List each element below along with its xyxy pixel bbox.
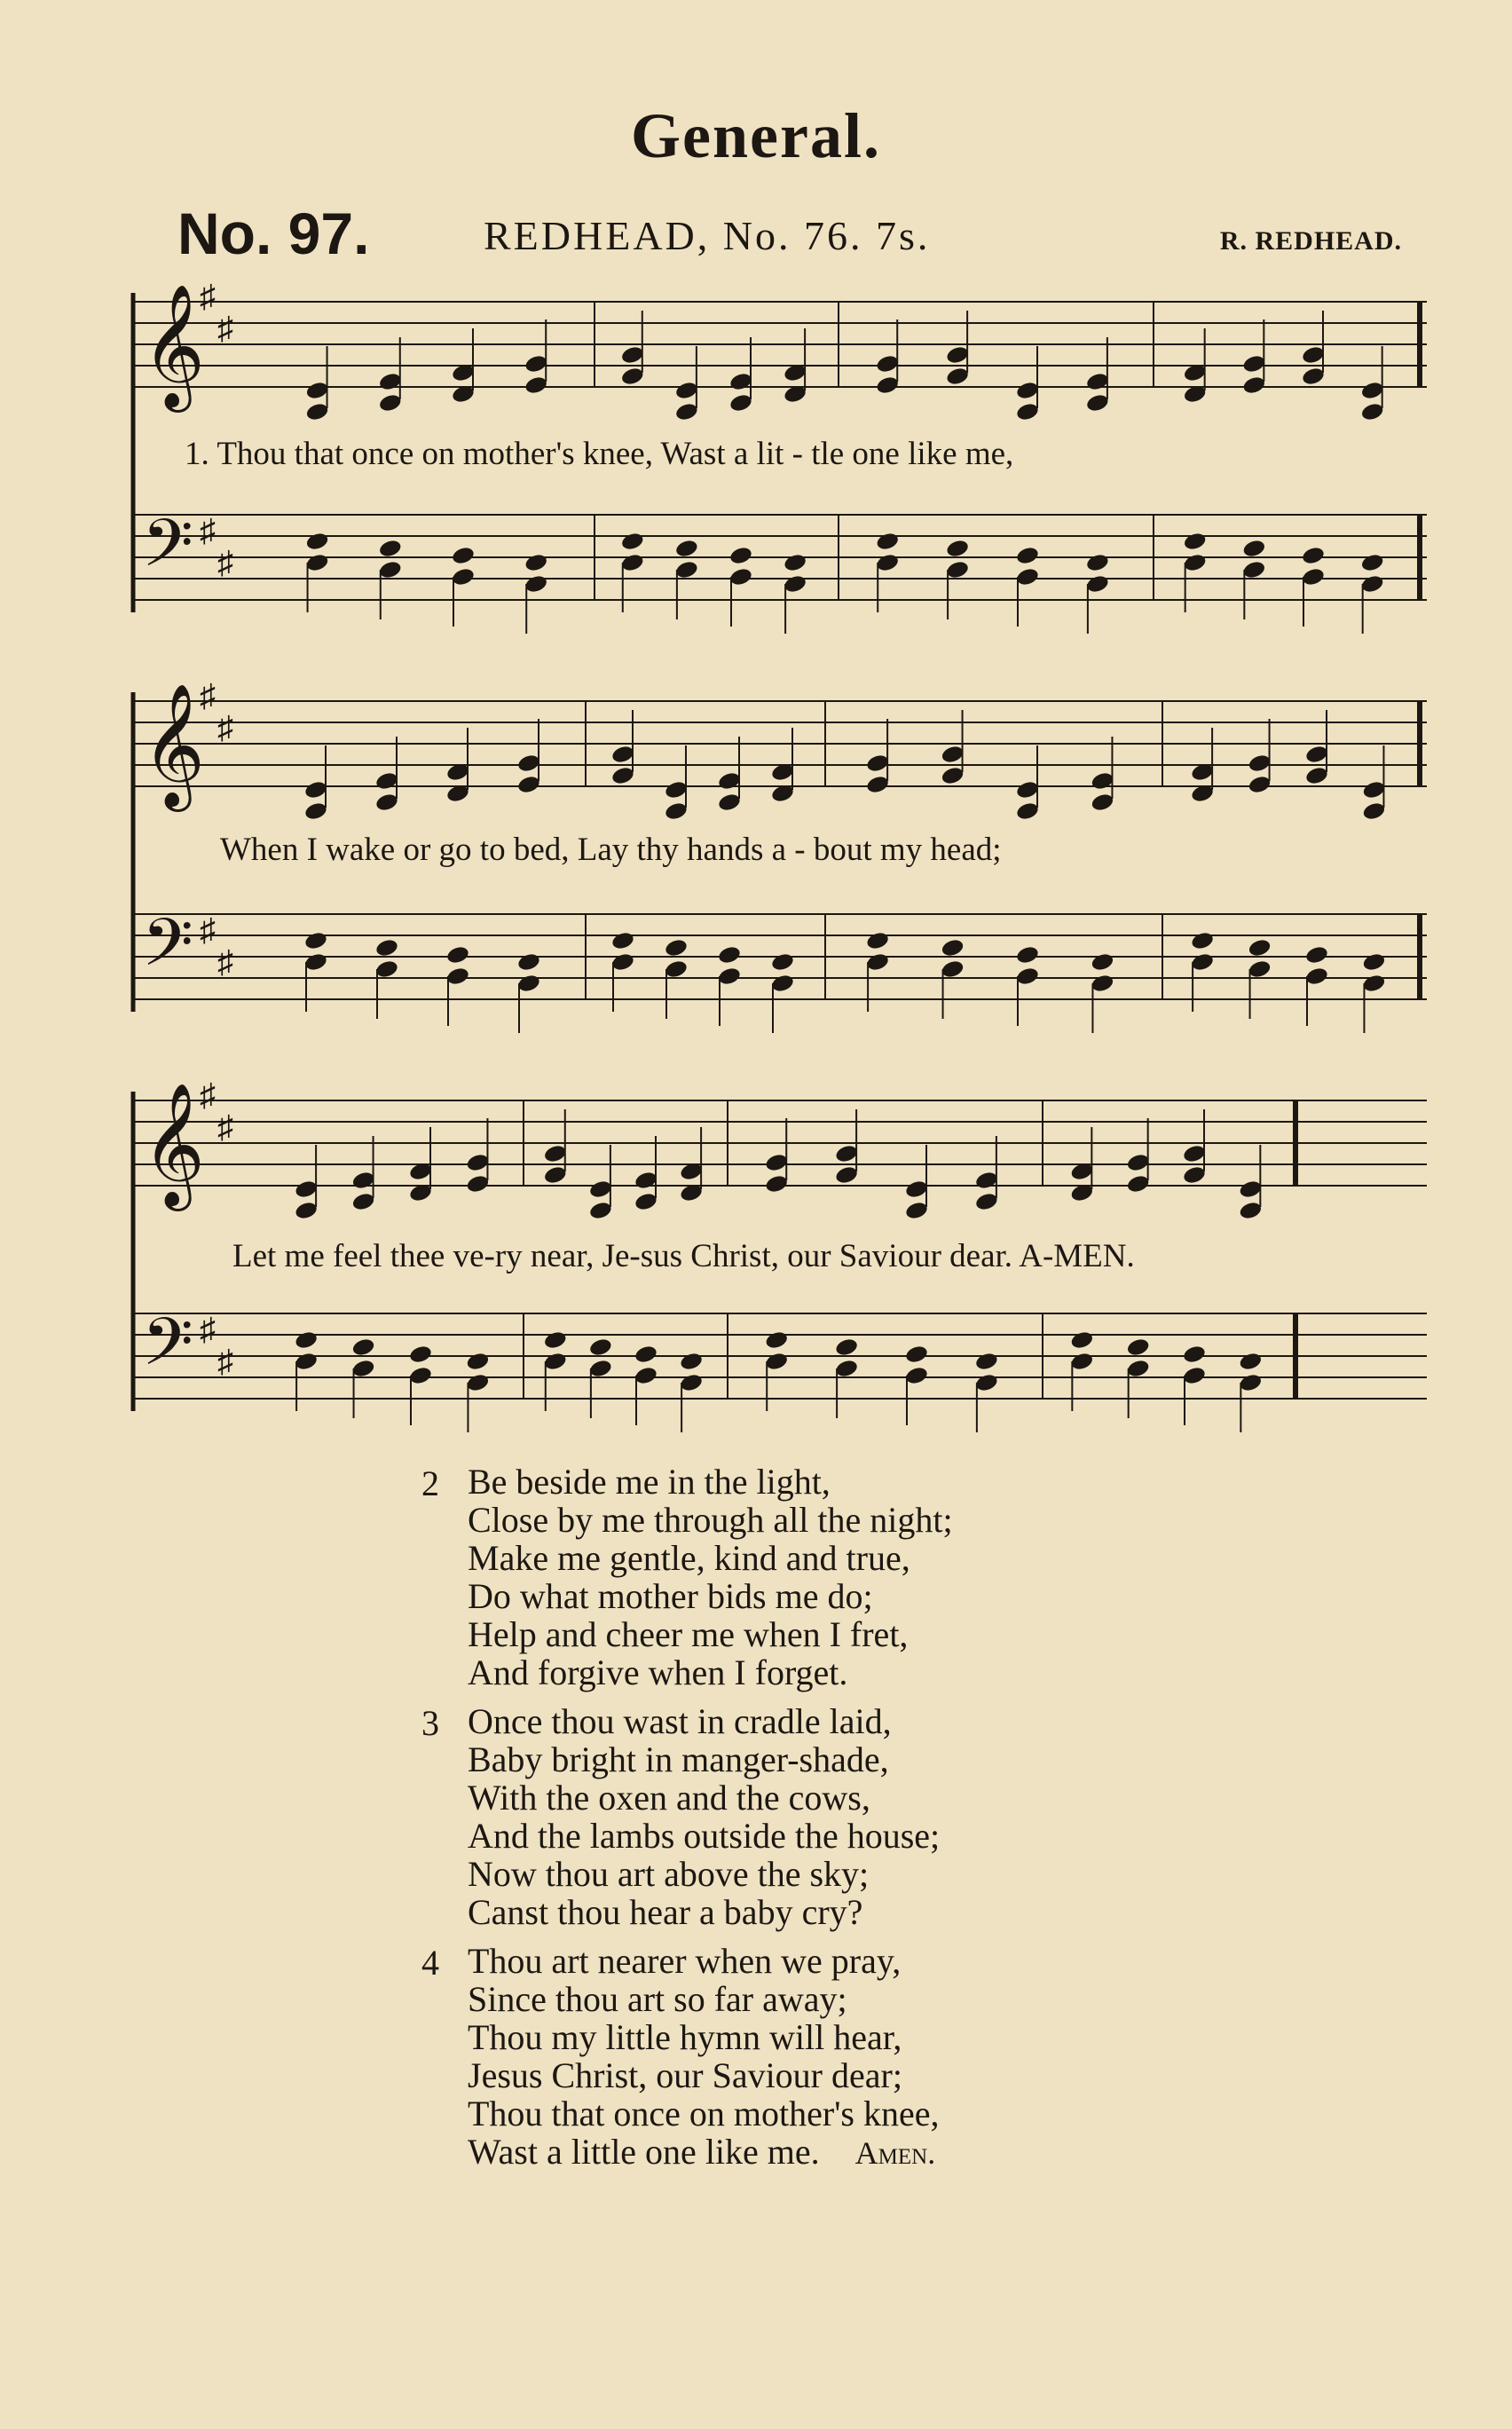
verse-line: Close by me through all the night; — [468, 1500, 953, 1540]
verse-line: Do what mother bids me do; — [468, 1576, 873, 1616]
verse-line: Be beside me in the light, — [468, 1462, 831, 1502]
verse-line: Thou art nearer when we pray, — [468, 1941, 902, 1981]
notehead-icon — [451, 545, 476, 565]
tune-name-meter: REDHEAD, No. 76. 7s. — [484, 213, 931, 258]
notehead-icon — [904, 1365, 929, 1385]
notehead-icon — [294, 1351, 319, 1371]
notehead-icon — [1238, 1200, 1263, 1220]
sharp-icon: ♯ — [200, 279, 216, 314]
notehead-icon — [764, 1351, 789, 1371]
notehead-icon — [1238, 1351, 1263, 1371]
notehead-icon — [351, 1358, 376, 1378]
notehead-icon — [1090, 792, 1114, 812]
notehead-icon — [294, 1179, 319, 1199]
notehead-icon — [875, 552, 900, 572]
verse-line: And forgive when I forget. — [468, 1652, 848, 1692]
notehead-icon — [1015, 401, 1040, 422]
notehead-icon — [1238, 1372, 1263, 1392]
notehead-icon — [378, 538, 403, 558]
verse-line: Canst thou hear a baby cry? — [468, 1892, 863, 1932]
notehead-icon — [408, 1344, 433, 1364]
notehead-icon — [945, 366, 970, 386]
notehead-icon — [679, 1351, 704, 1371]
notehead-icon — [941, 765, 965, 785]
notehead-icon — [1248, 753, 1272, 773]
treble-clef-icon: 𝄞 — [142, 1083, 205, 1206]
notehead-icon — [588, 1358, 613, 1378]
notehead-icon — [728, 545, 753, 565]
notehead-icon — [865, 753, 890, 773]
lyric-line-3: Let me feel thee ve-ry near, Je-sus Christ, our Saviour dear. A-MEN. — [232, 1238, 1135, 1274]
notehead-icon — [834, 1164, 859, 1185]
verse-line: Since thou art so far away; — [468, 1979, 847, 2019]
notehead-icon — [728, 371, 753, 391]
notehead-icon — [1085, 552, 1110, 572]
notehead-icon — [1069, 1351, 1094, 1371]
notehead-icon — [588, 1179, 613, 1199]
notehead-icon — [634, 1365, 658, 1385]
lyric-line-1: 1. Thou that once on mother's knee, Wast a lit - tle one like me, — [185, 436, 1014, 472]
notehead-icon — [783, 573, 807, 594]
notehead-icon — [543, 1329, 568, 1350]
notehead-icon — [679, 1372, 704, 1392]
notehead-icon — [974, 1170, 999, 1190]
notehead-icon — [783, 552, 807, 572]
notehead-icon — [974, 1372, 999, 1392]
notehead-icon — [664, 779, 689, 800]
notehead-icon — [1241, 538, 1266, 558]
sharp-icon: ♯ — [200, 513, 216, 548]
notehead-icon — [1360, 401, 1385, 422]
notehead-icon — [1360, 573, 1385, 594]
notehead-icon — [945, 559, 970, 580]
notehead-icon — [408, 1365, 433, 1385]
notehead-icon — [610, 765, 635, 785]
notehead-icon — [770, 951, 795, 972]
notehead-icon — [1360, 380, 1385, 400]
notehead-icon — [465, 1152, 490, 1172]
composer-credit: R. REDHEAD. — [1219, 226, 1402, 256]
sharp-icon: ♯ — [217, 1109, 233, 1145]
treble-clef-icon: 𝄞 — [142, 284, 205, 407]
verse-line-text: Wast a little one like me. — [468, 2132, 820, 2172]
notehead-icon — [1248, 937, 1272, 958]
notehead-icon — [1182, 1164, 1207, 1185]
notehead-icon — [374, 792, 399, 812]
notehead-icon — [875, 353, 900, 374]
notehead-icon — [610, 744, 635, 764]
notehead-icon — [1085, 573, 1110, 594]
hymn-number: No. 97. — [177, 201, 370, 266]
notehead-icon — [834, 1358, 859, 1378]
notehead-icon — [1190, 951, 1215, 972]
notehead-icon — [445, 944, 470, 965]
notehead-icon — [524, 353, 548, 374]
notehead-icon — [351, 1170, 376, 1190]
notehead-icon — [303, 800, 328, 821]
treble-clef-icon: 𝄞 — [142, 683, 205, 807]
notehead-icon — [974, 1191, 999, 1211]
notehead-icon — [351, 1191, 376, 1211]
notehead-icon — [717, 770, 742, 791]
notehead-icon — [1090, 973, 1114, 993]
notehead-icon — [1015, 566, 1040, 587]
notehead-icon — [634, 1344, 658, 1364]
notehead-icon — [620, 344, 645, 365]
notehead-icon — [904, 1344, 929, 1364]
verses — [421, 1463, 1220, 2183]
verse-line: Now thou art above the sky; — [468, 1854, 870, 1894]
notehead-icon — [543, 1351, 568, 1371]
notehead-icon — [1015, 800, 1040, 821]
notehead-icon — [294, 1329, 319, 1350]
notehead-icon — [303, 951, 328, 972]
notehead-icon — [664, 937, 689, 958]
notehead-icon — [378, 392, 403, 413]
verse-number: 2 — [421, 1463, 439, 1503]
verse-number: 4 — [421, 1943, 439, 1983]
sharp-icon: ♯ — [217, 710, 233, 745]
notehead-icon — [1182, 1365, 1207, 1385]
notehead-icon — [374, 937, 399, 958]
verse-line: Help and cheer me when I fret, — [468, 1614, 909, 1654]
notehead-icon — [1015, 966, 1040, 986]
sharp-icon: ♯ — [200, 912, 216, 948]
notehead-icon — [543, 1143, 568, 1163]
music-system-1 — [115, 257, 1429, 657]
notehead-icon — [1304, 744, 1329, 764]
notehead-icon — [834, 1143, 859, 1163]
notehead-icon — [1241, 353, 1266, 374]
notehead-icon — [1126, 1152, 1151, 1172]
notehead-icon — [728, 392, 753, 413]
notehead-icon — [1301, 344, 1326, 365]
verse-line: And the lambs outside the house; — [468, 1816, 941, 1856]
notehead-icon — [1301, 366, 1326, 386]
notehead-icon — [465, 1372, 490, 1392]
notehead-icon — [1015, 779, 1040, 800]
notehead-icon — [1090, 951, 1114, 972]
notehead-icon — [294, 1200, 319, 1220]
notehead-icon — [378, 559, 403, 580]
verse-line: Jesus Christ, our Saviour dear; — [468, 2055, 902, 2095]
notehead-icon — [717, 792, 742, 812]
notehead-icon — [374, 770, 399, 791]
notehead-icon — [303, 779, 328, 800]
notehead-icon — [904, 1179, 929, 1199]
verse-line — [468, 2133, 1220, 2173]
notehead-icon — [764, 1173, 789, 1194]
notehead-icon — [620, 366, 645, 386]
notehead-icon — [1248, 774, 1272, 794]
notehead-icon — [865, 951, 890, 972]
section-title: General. — [631, 100, 881, 171]
notehead-icon — [1015, 380, 1040, 400]
notehead-icon — [1182, 1344, 1207, 1364]
bass-clef-icon: 𝄢 — [142, 904, 193, 998]
notehead-icon — [764, 1152, 789, 1172]
notehead-icon — [1361, 951, 1386, 972]
notehead-icon — [1126, 1173, 1151, 1194]
notehead-icon — [664, 800, 689, 821]
notehead-icon — [904, 1200, 929, 1220]
sharp-icon: ♯ — [217, 545, 233, 580]
sharp-icon: ♯ — [200, 1312, 216, 1347]
notehead-icon — [1183, 552, 1208, 572]
notehead-icon — [1241, 559, 1266, 580]
notehead-icon — [305, 380, 330, 400]
notehead-icon — [1183, 531, 1208, 551]
verse-2 — [421, 1463, 1220, 1692]
notehead-icon — [717, 944, 742, 965]
verse-line: Thou that once on mother's knee, — [468, 2094, 940, 2133]
notehead-icon — [1304, 765, 1329, 785]
notehead-icon — [865, 930, 890, 950]
notehead-icon — [1304, 966, 1329, 986]
verse-line: Make me gentle, kind and true, — [468, 1538, 910, 1578]
notehead-icon — [1241, 375, 1266, 395]
notehead-icon — [1301, 566, 1326, 587]
notehead-icon — [516, 753, 541, 773]
notehead-icon — [305, 401, 330, 422]
notehead-icon — [1085, 371, 1110, 391]
notehead-icon — [770, 973, 795, 993]
music-system-3 — [115, 1056, 1429, 1455]
amen-mark: Amen. — [854, 2135, 936, 2171]
verse-number: 3 — [421, 1703, 439, 1743]
verse-line: With the oxen and the cows, — [468, 1778, 870, 1818]
notehead-icon — [834, 1337, 859, 1357]
notehead-icon — [945, 344, 970, 365]
notehead-icon — [1304, 944, 1329, 965]
verse-line: Thou my little hymn will hear, — [468, 2017, 902, 2057]
notehead-icon — [1361, 800, 1386, 821]
notehead-icon — [875, 375, 900, 395]
lyric-line-2: When I wake or go to bed, Lay thy hands a - bout my head; — [220, 832, 1002, 868]
notehead-icon — [524, 573, 548, 594]
notehead-icon — [610, 930, 635, 950]
notehead-icon — [1085, 392, 1110, 413]
notehead-icon — [634, 1170, 658, 1190]
notehead-icon — [588, 1337, 613, 1357]
notehead-icon — [1015, 545, 1040, 565]
notehead-icon — [1015, 944, 1040, 965]
notehead-icon — [516, 774, 541, 794]
notehead-icon — [620, 552, 645, 572]
notehead-icon — [717, 966, 742, 986]
notehead-icon — [1301, 545, 1326, 565]
sharp-icon: ♯ — [200, 678, 216, 714]
notehead-icon — [875, 531, 900, 551]
notehead-icon — [1248, 958, 1272, 979]
notehead-icon — [543, 1164, 568, 1185]
notehead-icon — [1360, 552, 1385, 572]
notehead-icon — [674, 538, 699, 558]
notehead-icon — [941, 937, 965, 958]
notehead-icon — [465, 1351, 490, 1371]
verse-line: Once thou wast in cradle laid, — [468, 1701, 892, 1741]
notehead-icon — [764, 1329, 789, 1350]
notehead-icon — [674, 380, 699, 400]
notehead-icon — [1126, 1337, 1151, 1357]
notehead-icon — [524, 375, 548, 395]
bass-clef-icon: 𝄢 — [142, 505, 193, 598]
sharp-icon: ♯ — [217, 311, 233, 346]
notehead-icon — [1069, 1329, 1094, 1350]
notehead-icon — [1126, 1358, 1151, 1378]
notehead-icon — [941, 958, 965, 979]
notehead-icon — [610, 951, 635, 972]
notehead-icon — [445, 966, 470, 986]
sharp-icon: ♯ — [217, 944, 233, 980]
notehead-icon — [1182, 1143, 1207, 1163]
notehead-icon — [378, 371, 403, 391]
notehead-icon — [516, 951, 541, 972]
notehead-icon — [664, 958, 689, 979]
notehead-icon — [1361, 779, 1386, 800]
notehead-icon — [451, 566, 476, 587]
notehead-icon — [674, 401, 699, 422]
verse-line: Baby bright in manger-shade, — [468, 1739, 889, 1779]
notehead-icon — [974, 1351, 999, 1371]
notehead-icon — [674, 559, 699, 580]
notehead-icon — [728, 566, 753, 587]
notehead-icon — [305, 531, 330, 551]
notehead-icon — [941, 744, 965, 764]
verse-4 — [421, 1942, 1220, 2173]
notehead-icon — [516, 973, 541, 993]
notehead-icon — [303, 930, 328, 950]
notehead-icon — [1090, 770, 1114, 791]
notehead-icon — [465, 1173, 490, 1194]
notehead-icon — [305, 552, 330, 572]
notehead-icon — [524, 552, 548, 572]
verse-3 — [421, 1702, 1220, 1931]
notehead-icon — [1238, 1179, 1263, 1199]
notehead-icon — [865, 774, 890, 794]
notehead-icon — [1190, 930, 1215, 950]
notehead-icon — [374, 958, 399, 979]
bass-clef-icon: 𝄢 — [142, 1304, 193, 1397]
notehead-icon — [945, 538, 970, 558]
music-system-2 — [115, 657, 1429, 1056]
notehead-icon — [351, 1337, 376, 1357]
notehead-icon — [1361, 973, 1386, 993]
sharp-icon: ♯ — [200, 1077, 216, 1113]
sharp-icon: ♯ — [217, 1344, 233, 1379]
notehead-icon — [588, 1200, 613, 1220]
notehead-icon — [634, 1191, 658, 1211]
notehead-icon — [620, 531, 645, 551]
